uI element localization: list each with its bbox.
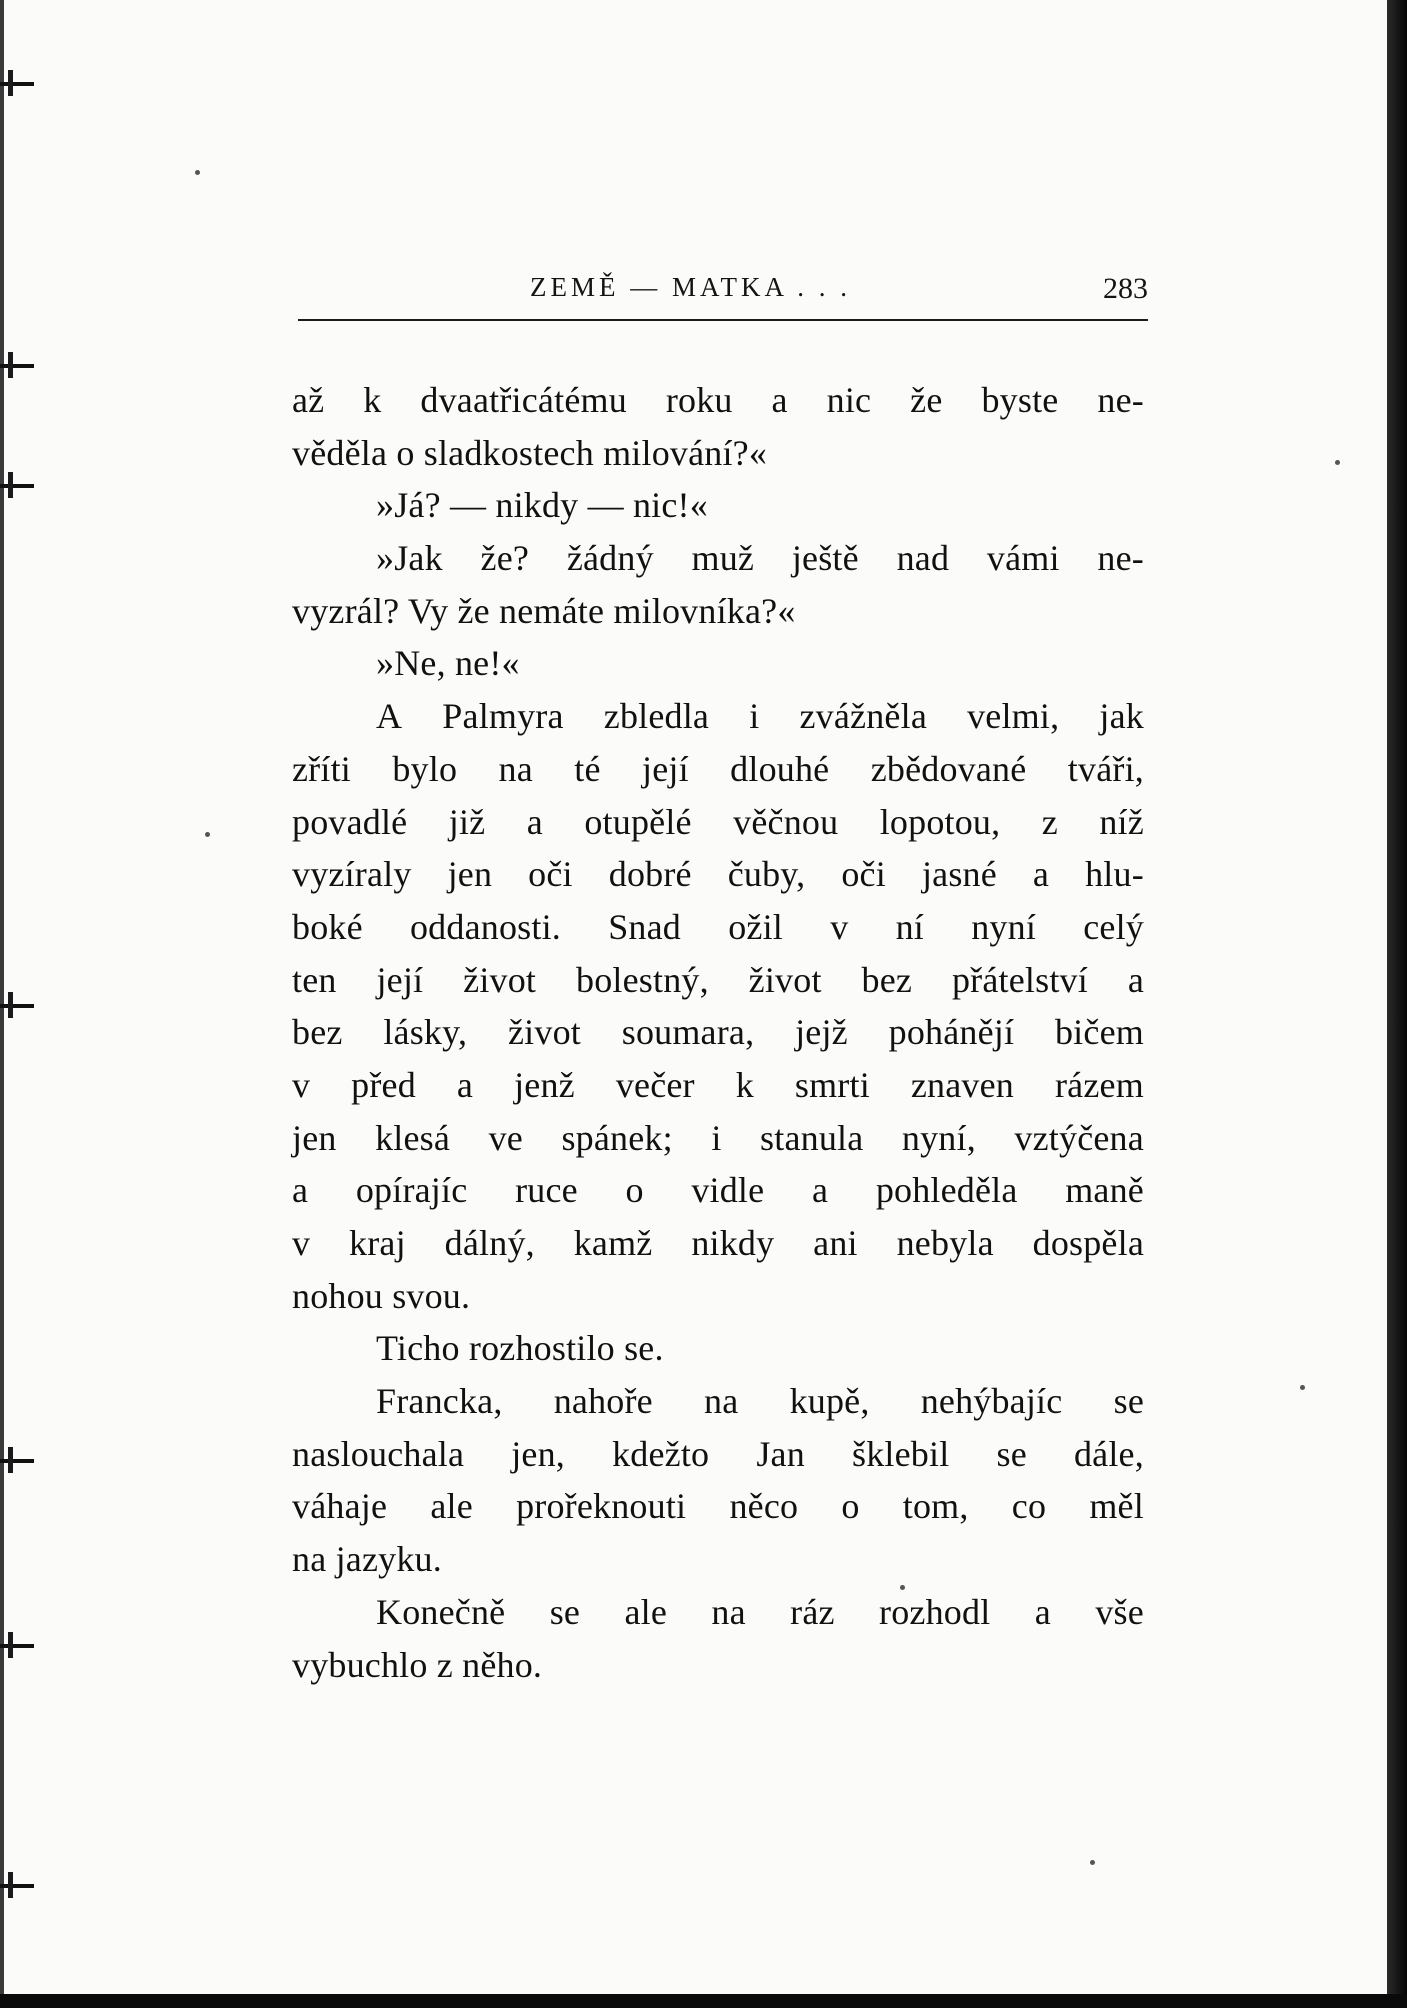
binding-mark: [0, 1455, 38, 1467]
speck: [1335, 460, 1340, 465]
header-rule: [298, 319, 1148, 321]
text-line: A Palmyra zbledla i zvážněla velmi, jak: [376, 696, 1144, 737]
body-text: [292, 374, 1144, 1691]
text-line: »Ne, ne!«: [376, 643, 520, 684]
binding-mark: [0, 1880, 38, 1892]
text-line: v kraj dálný, kamž nikdy ani nebyla dospěla: [292, 1223, 1144, 1263]
text-line: povadlé již a otupělé věčnou lopotou, z níž: [292, 801, 1144, 842]
text-line: zříti bylo na té její dlouhé zbědované tváři,: [292, 748, 1144, 789]
text-line: vyzrál? Vy že nemáte milovníka?«: [292, 590, 796, 631]
binding-mark: [0, 1640, 38, 1652]
speck: [205, 832, 210, 837]
text-line: jen klesá ve spánek; i stanula nyní, vztýčena: [292, 1117, 1144, 1158]
speck: [195, 170, 200, 175]
text-line: ten její život bolestný, život bez přátelství a: [292, 959, 1144, 1000]
text-line: boké oddanosti. Snad ožil v ní nyní celý: [292, 906, 1144, 947]
binding-mark: [0, 78, 38, 90]
binding-mark: [0, 360, 38, 372]
text-line: nohou svou.: [292, 1275, 471, 1316]
running-header: [296, 268, 1148, 318]
page-number: 283: [1103, 272, 1148, 305]
speck: [1090, 1860, 1095, 1865]
text-line: a opírajíc ruce o vidle a pohleděla maně: [292, 1170, 1144, 1211]
text-line: »Jak že? žádný muž ještě nad vámi ne-: [376, 538, 1144, 579]
text-line: na jazyku.: [292, 1539, 442, 1580]
text-line: až k dvaatřicátému roku a nic že byste ne-: [292, 380, 1144, 420]
text-line: vybuchlo z něho.: [292, 1644, 543, 1685]
binding-mark: [0, 480, 38, 492]
text-line: naslouchala jen, kdežto Jan šklebil se dále,: [292, 1433, 1144, 1474]
right-scan-edge: [1387, 0, 1407, 2008]
binding-mark: [0, 1000, 38, 1012]
text-line: bez lásky, život soumara, jejž pohánějí bičem: [292, 1012, 1144, 1053]
text-line: vyzíraly jen oči dobré čuby, oči jasné a hlu-: [292, 854, 1144, 895]
text-line: váhaje ale prořeknouti něco o tom, co měl: [292, 1486, 1144, 1527]
header-title: ZEMĚ — MATKA . . .: [530, 272, 851, 302]
text-line: v před a jenž večer k smrti znaven rázem: [292, 1064, 1144, 1105]
text-line: věděla o sladkostech milování?«: [292, 432, 768, 473]
text-line: Konečně se ale na ráz rozhodl a vše: [376, 1591, 1144, 1632]
text-line: »Já? — nikdy — nic!«: [376, 485, 708, 526]
speck: [1300, 1385, 1305, 1390]
bottom-scan-edge: [0, 1994, 1407, 2008]
text-line: Ticho rozhostilo se.: [376, 1328, 664, 1369]
text-line: Francka, nahoře na kupě, nehýbajíc se: [376, 1381, 1144, 1422]
